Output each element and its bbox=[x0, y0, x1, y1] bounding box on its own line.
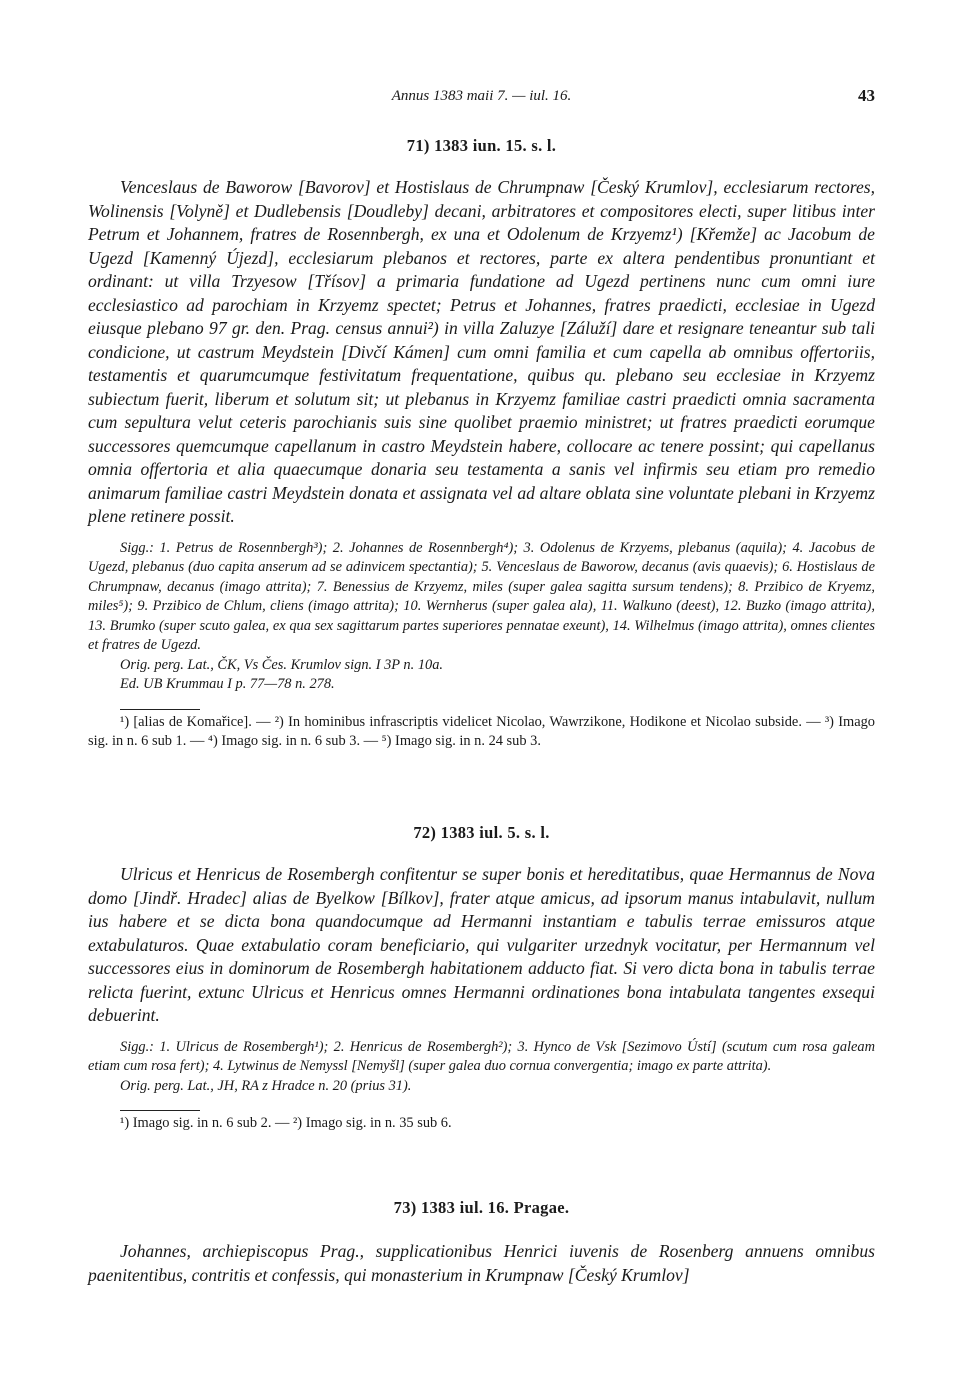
entry-footnotes: ¹) [alias de Komařice]. — ²) In hominibus infrascriptis videlicet Nicolao, Wawrzikone, Hodikone et Nicolao subside. — ³) Imago sig. in n. 6 sub 1. — ⁴) Imago sig. in n. 6 sub 3. — ⁵) Imago sig. in n. 24 sub 3. bbox=[88, 713, 875, 749]
entry-sigilla bbox=[88, 1038, 875, 1077]
entry-sigilla bbox=[88, 539, 875, 656]
sigilla-text: Sigg.: 1. Ulricus de Rosembergh¹); 2. Henricus de Rosembergh²); 3. Hynco de Vsk [Sezimovo Ústí] (scutum cum rosa galeam etiam cum rosa fert); 4. Lytwinus de Nemyssl [Nemyšl] (super galea duo cornua convergentia; imago ex parte attrita). bbox=[88, 1038, 875, 1074]
entry-73 bbox=[88, 1198, 875, 1287]
entry-edition: Ed. UB Krummau I p. 77—78 n. 278. bbox=[120, 676, 335, 692]
entry-footnotes: ¹) Imago sig. in n. 6 sub 2. — ²) Imago sig. in n. 35 sub 6. bbox=[120, 1115, 452, 1131]
entry-original: Orig. perg. Lat., ČK, Vs Čes. Krumlov sign. I 3P n. 10a. bbox=[120, 656, 444, 673]
entry-heading: 72) 1383 iul. 5. s. l. bbox=[413, 823, 550, 842]
entry-regest: Johannes, archiepiscopus Prag., supplicationibus Henrici iuvenis de Rosenberg annuens omnibus paenitentibus, contritis et confessis, qui monasterium in Krumpnaw [Český Krumlov] bbox=[88, 1241, 875, 1285]
footnote-rule bbox=[120, 709, 200, 710]
footnote-rule bbox=[120, 1110, 200, 1111]
sigilla-text: Sigg.: 1. Petrus de Rosennbergh³); 2. Johannes de Rosennbergh⁴); 3. Odolenus de Krzyems, plebanus (aquila); 4. Jacobus de Ugezd, plebanus (duo capita anserum ad se adinvicem spectantia); 5. Venceslaus de Baworow, decanus (avis quaevis); 6. Hostislaus de Chrumpnaw, decanus (imago attrita); 7. Benessius de Krzyemz, miles (super galea sagitta sursum tendens); 8. Przibico de Kryemz, miles⁵); 9. Przibico de Chlum, cliens (imago attrita); 10. Wernherus (super galea ala), 11. Walkuno (deest), 12. Buzko (imago attrita), 13. Brumko (super scuto galea, ex qua sex sagittarum partes superiores pennatae exeunt), 14. Wilhelmus (imago attrita), omnes clientes et fratres de Ugezd. bbox=[88, 539, 875, 653]
entry-heading: 71) 1383 iun. 15. s. l. bbox=[406, 136, 557, 155]
entry-original: Orig. perg. Lat., JH, RA z Hradce n. 20 (prius 31). bbox=[120, 1077, 412, 1094]
entry-72 bbox=[88, 823, 875, 1134]
entry-heading: 73) 1383 iul. 16. Pragae. bbox=[393, 1198, 570, 1217]
running-head-title: Annus 1383 maii 7. — iul. 16. bbox=[391, 88, 572, 104]
entry-regest: Ulricus et Henricus de Rosembergh confitentur se super bonis et hereditatibus, quae Hermannus de Nova domo [Jindř. Hradec] alias de Byelkow [Bílkov], frater atque amicus, ad ipsorum manus intabulavit, nullum ius habere et se dicta bona quandocumque ad Hermanni instantiam e tabulis terrae emissuros atque extabulaturos. Quae extabulatio coram beneficiario, qui vulgariter urzednyk vocitatur, per Hermannum vel successores eius in dominorum de Rosembergh habitationem adducto fiat. Si vero dicta bona in tabulis terrae relicta fuerint, extunc Ulricus et Henricus omnes Hermanni ordinationes bona intabulata tangentes exsequi debuerint. bbox=[88, 864, 875, 1025]
running-head bbox=[88, 88, 875, 112]
entry-71 bbox=[88, 136, 875, 752]
page-number: 43 bbox=[858, 86, 875, 105]
entry-regest: Venceslaus de Baworow [Bavorov] et Hostislaus de Chrumpnaw [Český Krumlov], ecclesiarum rectores, Wolinensis [Volyně] et Dudlebensis [Doudleby] decani, arbitratores et compositores electi, super litibus inter Petrum et Johannem, fratres de Rosennbergh, ex una et Odolenum de Krzyemz¹) [Křemže] ac Jacobum de Ugezd [Kamenný Újezd], ecclesiarum plebanos et rectores, parte ex altera pendentibus pronuntiant et ordinant: ut villa Trzyesow [Třísov] a primaria fundatione ad Ugezd pertinens nunc cum omni iure ecclesiastico ad parochiam in Krzyemz spectet; Petrus et Johannes, fratres praedicti, ecclesiae in Ugezd eiusque plebano 97 gr. den. Prag. census annui²) in villa Zaluzye [Záluží] dare et resignare teneantur sub tali condicione, ut castrum Meydstein [Divčí Kámen] cum omni familia et cum capella ab omnibus offertoriis, testamentis et quarumcumque festivitatum frequentatione, quibus qu. plebano seu ecclesiae in Krzyemz subiectum fuerit, liberum et solutum sit; ut plebanus in Krzyemz familiae castri praedicti omnia sacramenta cum sepultura velut ceteris parochianis suis sine quolibet praemio ministret; ut fratres praedicti eorumque successores quemcumque capellanum in castro Meydstein habere, collocare ac tenere possint; qui capellanus omnia offertoria et alia quaecumque donaria seu testamenta a sanis vel infirmis seu etiam pro remedio animarum familiae castri Meydstein donata et assignata vel ad altare oblata sine voluntate plebani in Krzyemz plene retinere possit. bbox=[88, 177, 875, 526]
